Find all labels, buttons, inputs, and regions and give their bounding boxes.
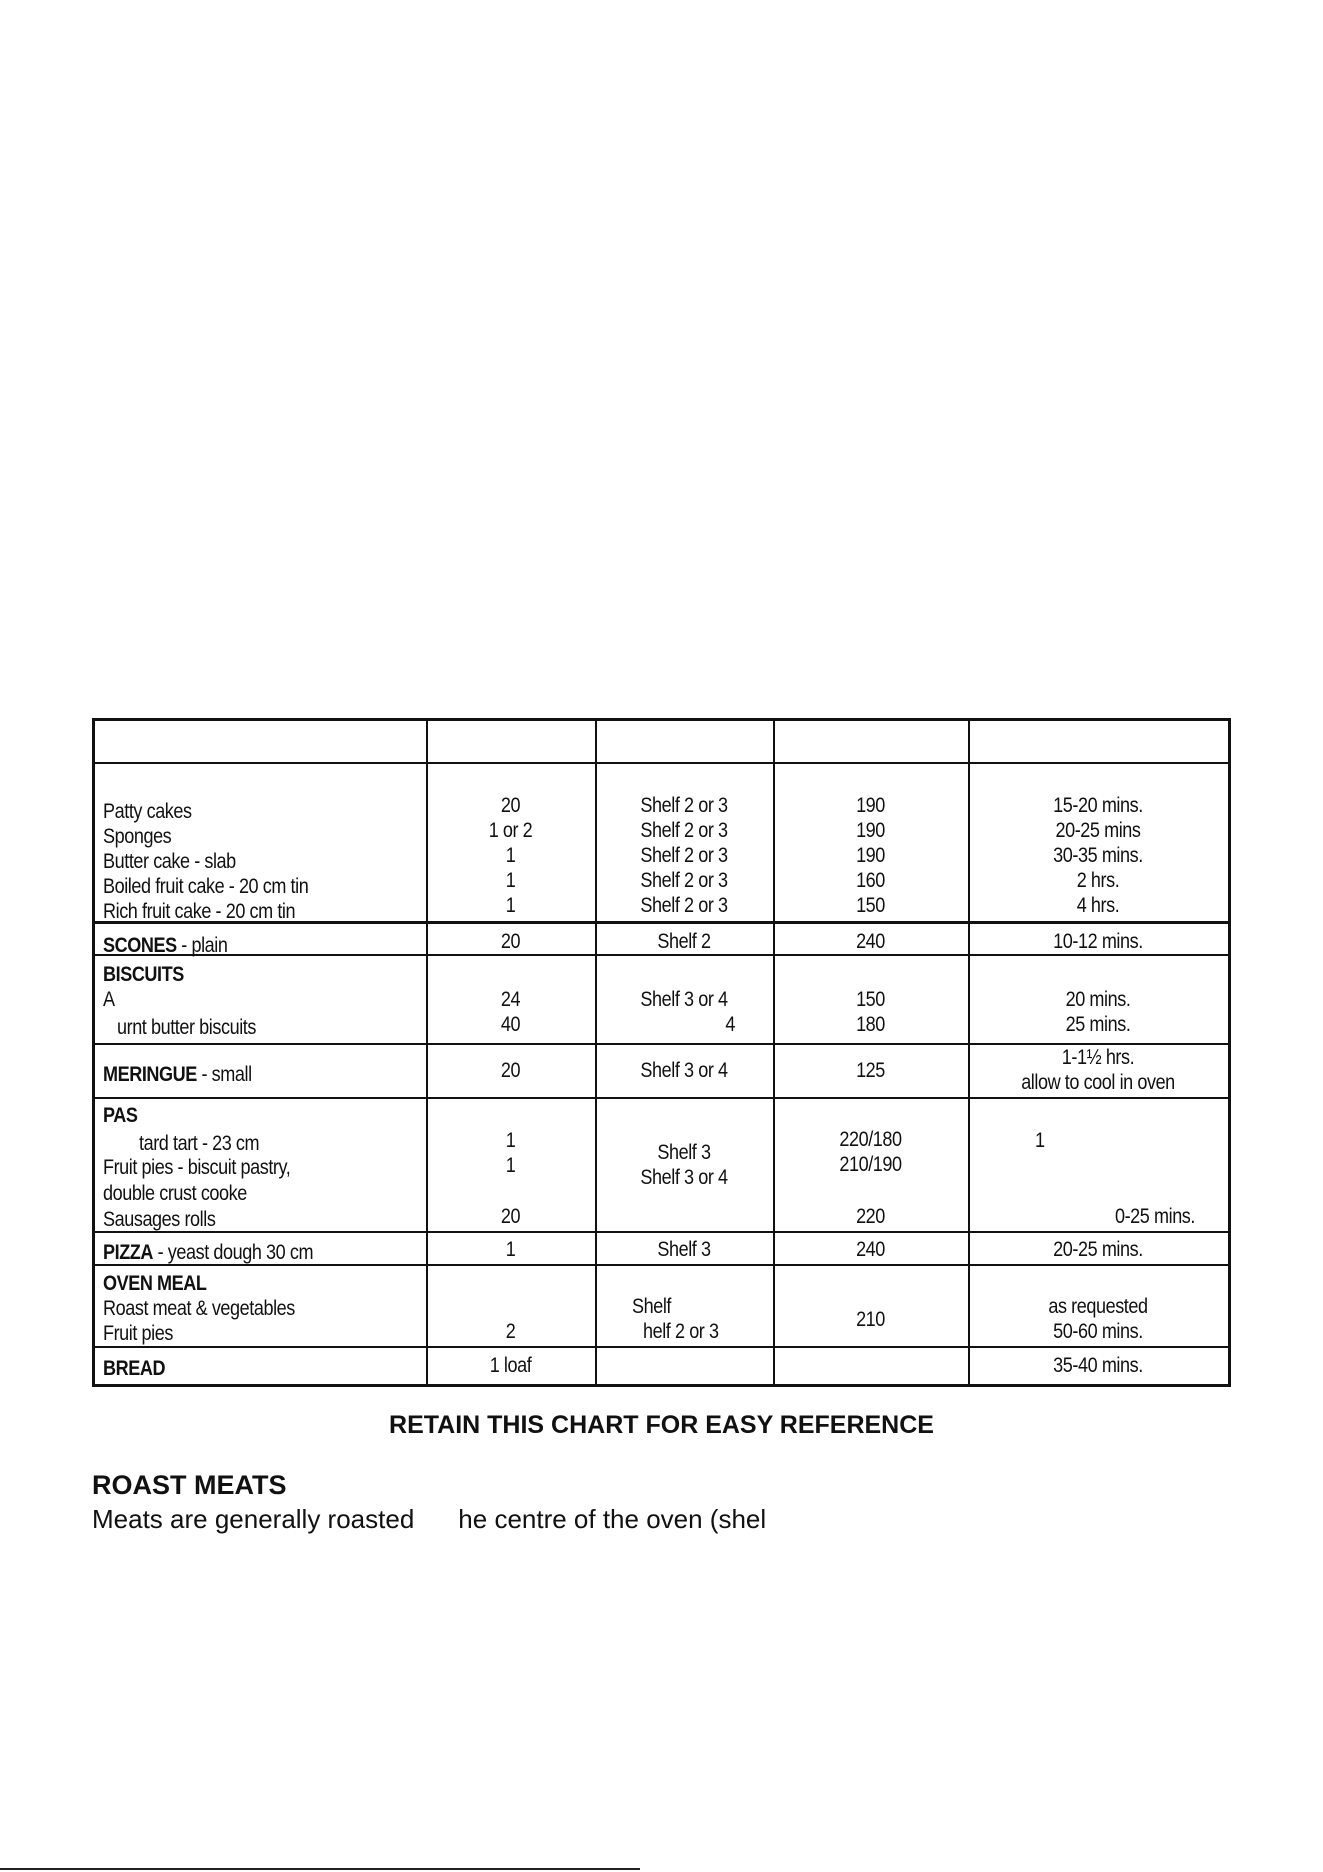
row-qty: 20 <box>500 930 521 953</box>
footer-rule <box>0 1868 640 1870</box>
row-shelf: Shelf 2 or 3 <box>640 869 728 892</box>
row-item: Fruit pies - biscuit pastry, <box>103 1156 291 1179</box>
row-qty: 1 <box>505 869 516 892</box>
row-shelf: Shelf 3 or 4 <box>640 1166 728 1189</box>
row-temp: 240 <box>856 1238 885 1261</box>
row-time: 1 <box>1035 1129 1045 1152</box>
row-shelf: Shelf 2 or 3 <box>640 794 728 817</box>
section-title: PAS <box>103 1104 138 1127</box>
section-divider <box>95 1231 1228 1233</box>
row-qty: 1 <box>505 1129 516 1152</box>
row-temp: 125 <box>856 1059 885 1082</box>
baking-chart-table <box>92 718 1231 1387</box>
section-title-pizza <box>103 1240 313 1265</box>
row-shelf: Shelf 3 or 4 <box>640 1059 728 1082</box>
row-item: Patty cakes <box>103 800 192 823</box>
row-shelf: Shelf 2 <box>657 930 711 953</box>
row-time: 10-12 mins. <box>1053 930 1143 953</box>
row-qty: 1 <box>505 1154 516 1177</box>
section-title-suffix: - plain <box>176 934 228 957</box>
row-time: 2 hrs. <box>1076 869 1120 892</box>
section-title: MERINGUE <box>103 1063 197 1086</box>
row-item: Boiled fruit cake - 20 cm tin <box>103 875 309 898</box>
column-divider <box>595 721 597 1384</box>
row-time: 15-20 mins. <box>1053 794 1143 817</box>
row-time: 35-40 mins. <box>1053 1354 1143 1377</box>
row-time-note: allow to cool in oven <box>1021 1071 1175 1094</box>
section-heading-roast-meats: ROAST MEATS <box>92 1470 287 1500</box>
header-divider <box>95 762 1228 764</box>
row-qty: 20 <box>500 1059 521 1082</box>
paragraph-fragment: he centre of the oven (shel <box>458 1504 767 1534</box>
row-temp: 210/190 <box>839 1153 902 1176</box>
paragraph-fragment: Meats are generally roasted <box>92 1504 415 1534</box>
row-temp: 150 <box>856 988 885 1011</box>
column-divider <box>426 721 428 1384</box>
row-item: double crust cooke <box>103 1182 247 1205</box>
row-item: Sausages rolls <box>103 1208 216 1231</box>
section-divider <box>95 1346 1228 1348</box>
row-qty: 20 <box>500 794 521 817</box>
row-time: 1-1½ hrs. <box>1061 1046 1135 1069</box>
row-item: Sponges <box>103 825 172 848</box>
section-title-suffix: - yeast dough 30 cm <box>153 1241 314 1264</box>
row-item: tard tart - 23 cm <box>139 1132 260 1155</box>
section-title: BREAD <box>103 1357 166 1380</box>
roast-meats-paragraph <box>92 1504 766 1535</box>
row-qty: 20 <box>500 1205 521 1228</box>
row-qty: 1 loaf <box>489 1354 532 1377</box>
row-temp: 150 <box>856 894 885 917</box>
row-shelf: Shelf 3 or 4 <box>640 988 728 1011</box>
row-shelf: 4 <box>725 1013 735 1036</box>
row-temp: 180 <box>856 1013 885 1036</box>
row-temp: 190 <box>856 819 885 842</box>
row-item: Fruit pies <box>103 1322 173 1345</box>
section-title: OVEN MEAL <box>103 1272 207 1295</box>
section-divider <box>95 954 1228 956</box>
row-time: 20 mins. <box>1065 988 1131 1011</box>
row-shelf: Shelf <box>632 1295 672 1318</box>
row-temp: 160 <box>856 869 885 892</box>
row-item: A <box>103 988 115 1011</box>
row-temp: 220/180 <box>839 1128 902 1151</box>
row-time: 50-60 mins. <box>1053 1320 1143 1343</box>
row-shelf: Shelf 3 <box>657 1238 711 1261</box>
row-item: Roast meat & vegetables <box>103 1297 295 1320</box>
section-title-suffix: - small <box>196 1063 252 1086</box>
row-qty: 40 <box>500 1013 521 1036</box>
row-time: 4 hrs. <box>1076 894 1120 917</box>
section-title: BISCUITS <box>103 963 184 986</box>
row-shelf: Shelf 2 or 3 <box>640 819 728 842</box>
column-divider <box>968 721 970 1384</box>
row-shelf: Shelf 2 or 3 <box>640 844 728 867</box>
row-shelf: helf 2 or 3 <box>643 1320 719 1343</box>
row-qty: 2 <box>505 1320 516 1343</box>
row-time: as requested <box>1048 1295 1148 1318</box>
section-title-scones <box>103 933 227 958</box>
row-shelf: Shelf 3 <box>657 1141 711 1164</box>
row-time: 25 mins. <box>1065 1013 1131 1036</box>
row-shelf: Shelf 2 or 3 <box>640 894 728 917</box>
row-item: urnt butter biscuits <box>117 1016 256 1039</box>
row-qty: 24 <box>500 988 521 1011</box>
section-title: SCONES <box>103 934 177 957</box>
row-temp: 220 <box>856 1205 885 1228</box>
row-qty: 1 or 2 <box>488 819 533 842</box>
row-temp: 240 <box>856 930 885 953</box>
row-time: 20-25 mins. <box>1053 1238 1143 1261</box>
section-title-meringue <box>103 1062 252 1087</box>
row-time: 0-25 mins. <box>1114 1205 1195 1228</box>
section-title: PIZZA <box>103 1241 154 1264</box>
row-qty: 1 <box>505 1238 516 1261</box>
row-temp: 210 <box>856 1308 885 1331</box>
row-time: 30-35 mins. <box>1053 844 1143 867</box>
row-time: 20-25 mins <box>1055 819 1141 842</box>
row-item: Rich fruit cake - 20 cm tin <box>103 900 296 923</box>
row-qty: 1 <box>505 894 516 917</box>
section-divider <box>95 1097 1228 1099</box>
retain-notice: RETAIN THIS CHART FOR EASY REFERENCE <box>389 1411 934 1439</box>
row-temp: 190 <box>856 794 885 817</box>
column-divider <box>773 721 775 1384</box>
row-qty: 1 <box>505 844 516 867</box>
row-item: Butter cake - slab <box>103 850 236 873</box>
row-temp: 190 <box>856 844 885 867</box>
